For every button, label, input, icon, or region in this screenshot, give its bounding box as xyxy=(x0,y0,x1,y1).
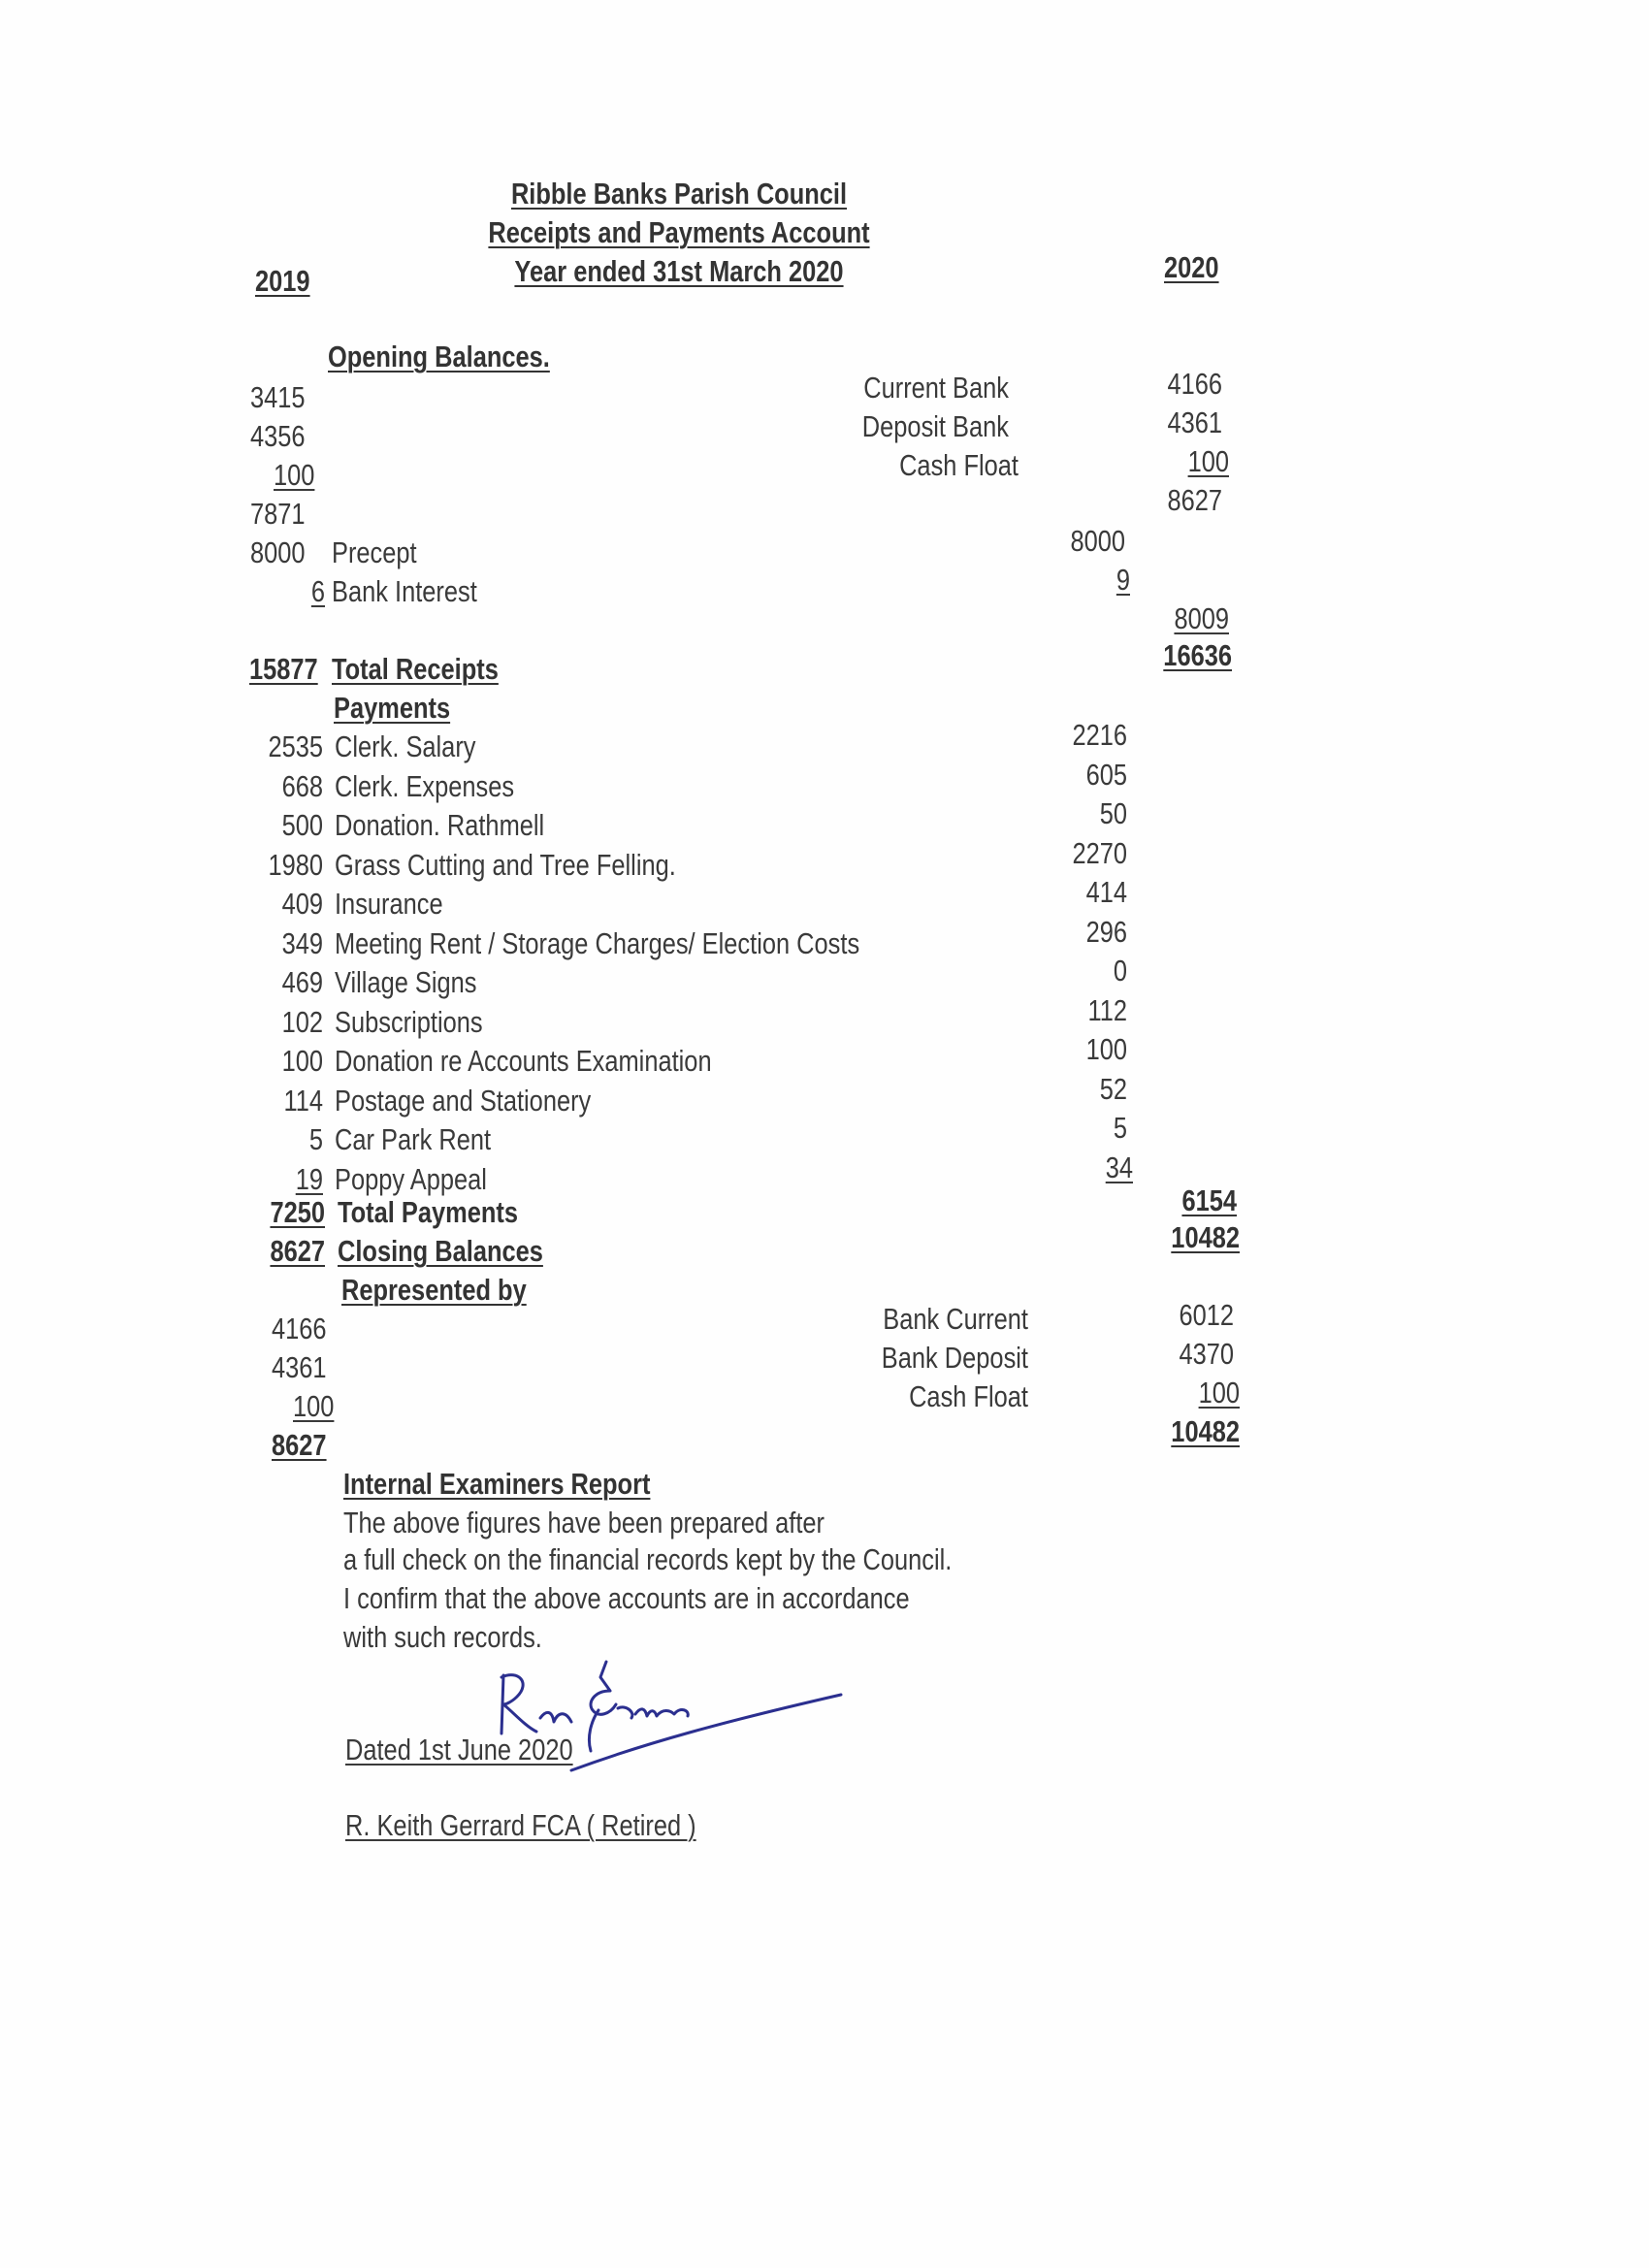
dated-line: Dated 1st June 2020 xyxy=(345,1733,573,1766)
receipt-prev-precept: 8000 xyxy=(250,535,306,569)
receipt-label-bank-interest: Bank Interest xyxy=(332,574,477,608)
payment-curr-value: 2270 xyxy=(1072,836,1127,870)
report-heading: Internal Examiners Report xyxy=(343,1467,651,1501)
represented-by-heading: Represented by xyxy=(341,1273,527,1307)
closing-balances-prev: 8627 xyxy=(270,1234,325,1268)
closing-prev-bank-deposit: 4361 xyxy=(272,1350,327,1384)
payment-prev-value: 19 xyxy=(295,1162,323,1196)
payment-label: Poppy Appeal xyxy=(335,1162,487,1196)
opening-curr-total: 8627 xyxy=(1167,483,1222,517)
opening-prev-deposit-bank: 4356 xyxy=(250,419,306,453)
payment-label: Donation re Accounts Examination xyxy=(335,1044,712,1078)
payment-curr-value: 414 xyxy=(1085,875,1127,909)
col-header-2019: 2019 xyxy=(255,264,310,298)
payment-label: Village Signs xyxy=(335,965,477,999)
payment-curr-value: 296 xyxy=(1085,915,1127,949)
closing-curr-cash-float: 100 xyxy=(1198,1376,1240,1409)
closing-prev-bank-current: 4166 xyxy=(272,1312,327,1345)
payment-label: Insurance xyxy=(335,887,443,921)
closing-curr-bank-current: 6012 xyxy=(1179,1298,1234,1332)
closing-balances-label: Closing Balances xyxy=(338,1234,543,1268)
payment-label: Postage and Stationery xyxy=(335,1084,592,1118)
payment-curr-value: 2216 xyxy=(1072,718,1127,752)
payment-label: Subscriptions xyxy=(335,1005,483,1039)
payment-curr-value: 0 xyxy=(1113,954,1127,988)
opening-label-cash-float: Cash Float xyxy=(899,448,1018,482)
total-receipts-curr: 16636 xyxy=(1163,638,1232,672)
closing-label-bank-deposit: Bank Deposit xyxy=(881,1341,1028,1375)
payment-prev-value: 5 xyxy=(308,1122,323,1156)
payment-prev-value: 102 xyxy=(281,1005,323,1039)
payment-curr-value: 112 xyxy=(1087,993,1127,1027)
payment-label: Grass Cutting and Tree Felling. xyxy=(335,848,676,882)
payment-curr-value: 34 xyxy=(1105,1150,1133,1184)
receipt-label-precept: Precept xyxy=(332,535,417,569)
payment-prev-value: 2535 xyxy=(268,729,323,763)
opening-prev-total: 7871 xyxy=(250,497,306,531)
payment-label: Clerk. Salary xyxy=(335,729,476,763)
account-title: Receipts and Payments Account xyxy=(488,215,870,249)
opening-curr-deposit-bank: 4361 xyxy=(1167,405,1222,439)
total-payments-label: Total Payments xyxy=(338,1195,518,1229)
payment-prev-value: 409 xyxy=(281,887,323,921)
payment-prev-value: 500 xyxy=(281,808,323,842)
year-ended-title: Year ended 31st March 2020 xyxy=(514,254,844,288)
payment-label: Clerk. Expenses xyxy=(335,769,515,803)
report-line-1: The above figures have been prepared after xyxy=(343,1506,825,1539)
signatory-name: R. Keith Gerrard FCA ( Retired ) xyxy=(345,1808,696,1842)
closing-prev-total: 8627 xyxy=(272,1428,327,1462)
payment-prev-value: 349 xyxy=(281,926,323,960)
payment-prev-value: 668 xyxy=(281,769,323,803)
receipt-curr-precept: 8000 xyxy=(1070,524,1125,558)
opening-prev-cash-float: 100 xyxy=(274,458,315,492)
payment-prev-value: 100 xyxy=(281,1044,323,1078)
report-line-4: with such records. xyxy=(343,1620,542,1654)
payment-curr-value: 5 xyxy=(1113,1111,1127,1145)
payment-curr-value: 50 xyxy=(1099,796,1127,830)
report-line-2: a full check on the financial records kept by the Council. xyxy=(343,1542,953,1576)
payment-curr-value: 605 xyxy=(1085,758,1127,792)
closing-curr-bank-deposit: 4370 xyxy=(1179,1337,1234,1371)
payment-label: Car Park Rent xyxy=(335,1122,492,1156)
payment-prev-value: 114 xyxy=(283,1084,323,1118)
report-line-3: I confirm that the above accounts are in accordance xyxy=(343,1581,910,1615)
total-receipts-label: Total Receipts xyxy=(332,652,499,686)
opening-label-deposit-bank: Deposit Bank xyxy=(861,409,1009,443)
opening-label-current-bank: Current Bank xyxy=(863,371,1009,405)
total-payments-curr: 6154 xyxy=(1181,1183,1237,1217)
col-header-2020: 2020 xyxy=(1164,250,1219,284)
total-receipts-prev: 15877 xyxy=(249,652,318,686)
opening-curr-cash-float: 100 xyxy=(1187,444,1229,478)
payment-curr-value: 100 xyxy=(1085,1032,1127,1066)
total-payments-prev: 7250 xyxy=(270,1195,325,1229)
council-title: Ribble Banks Parish Council xyxy=(510,177,848,211)
payment-curr-value: 52 xyxy=(1099,1072,1127,1106)
payment-label: Donation. Rathmell xyxy=(335,808,545,842)
closing-curr-total: 10482 xyxy=(1171,1414,1240,1448)
closing-prev-cash-float: 100 xyxy=(293,1389,335,1423)
payment-prev-value: 469 xyxy=(281,965,323,999)
closing-balances-curr: 10482 xyxy=(1171,1220,1240,1254)
receipt-prev-bank-interest: 6 xyxy=(310,574,325,608)
payments-heading: Payments xyxy=(334,691,451,725)
payment-label: Meeting Rent / Storage Charges/ Election Costs xyxy=(335,926,860,960)
receipt-curr-bank-interest: 9 xyxy=(1116,563,1130,597)
opening-balances-heading: Opening Balances. xyxy=(328,340,550,373)
payment-prev-value: 1980 xyxy=(268,848,323,882)
closing-label-cash-float: Cash Float xyxy=(909,1379,1028,1413)
receipt-curr-subtotal: 8009 xyxy=(1174,601,1229,635)
opening-prev-current-bank: 3415 xyxy=(250,380,306,414)
closing-label-bank-current: Bank Current xyxy=(883,1302,1028,1336)
opening-curr-current-bank: 4166 xyxy=(1167,367,1222,401)
